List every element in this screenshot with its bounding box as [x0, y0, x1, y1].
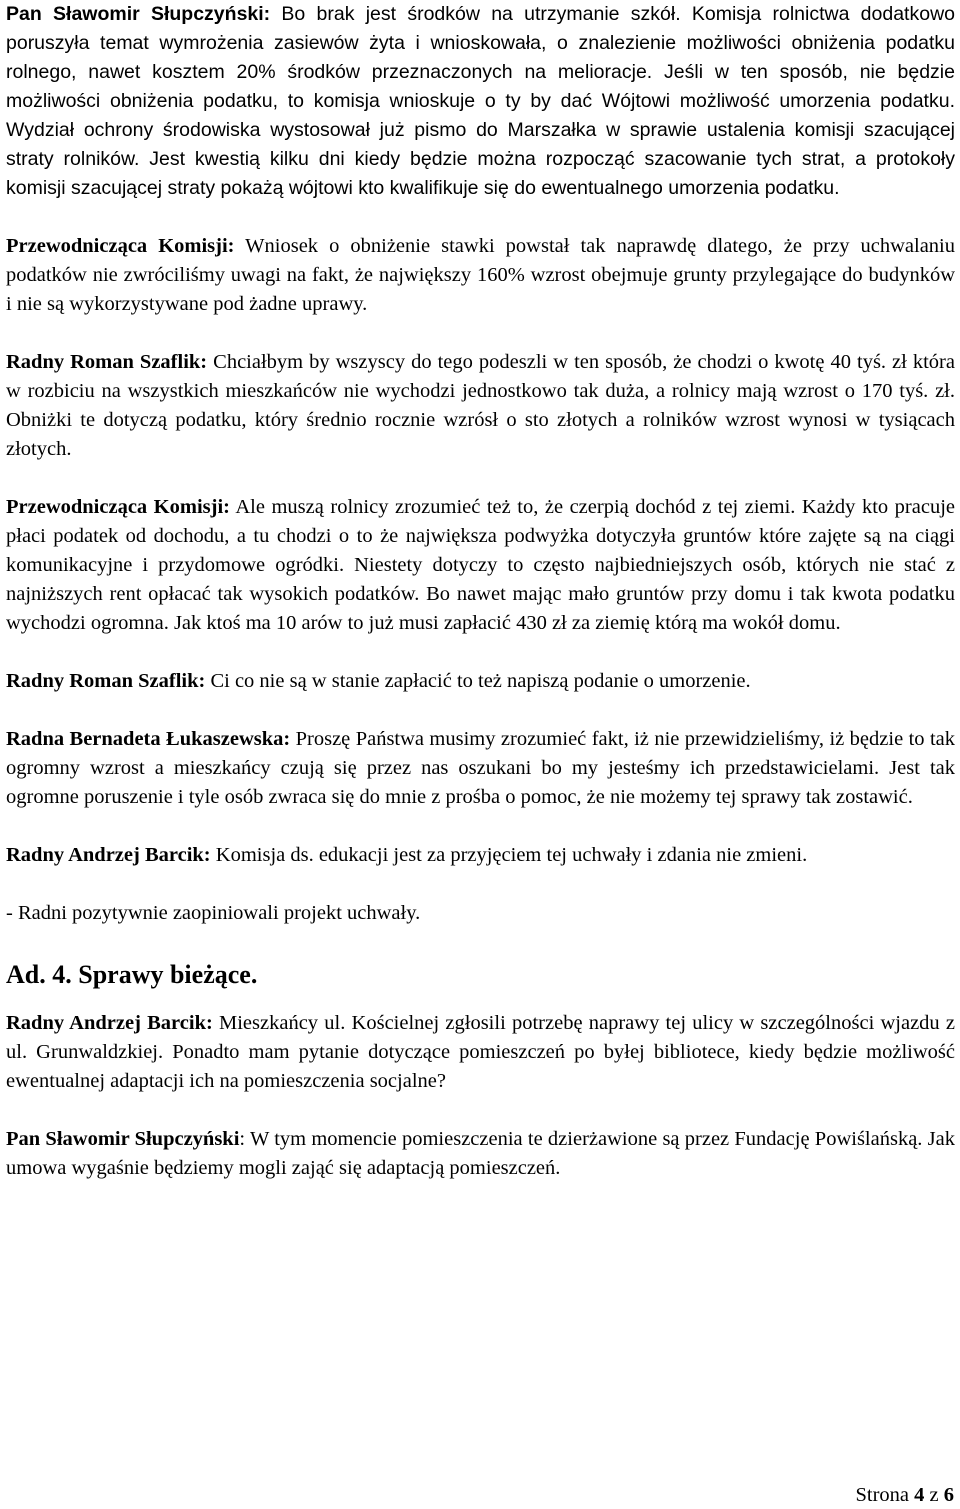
- speaker-name: Pan Sławomir Słupczyński:: [6, 3, 271, 25]
- page-separator: z: [929, 1484, 939, 1506]
- paragraph: [6, 232, 955, 319]
- paragraph: [6, 899, 955, 928]
- paragraph-text: Proszę Państwa musimy zrozumieć fakt, iż nie przewidzieliśmy, iż będzie to tak ogromny wzrost a mieszkańcy czują się przez nas oszukani bo my jesteśmy ich przedstawicielami. Jest tak ogromne poruszenie i tyle osób zwraca się do mnie z prośba o pomoc, że nie możemy tej sprawy tak zostawić.: [6, 728, 955, 808]
- page-label: Strona: [855, 1484, 910, 1506]
- paragraph: [6, 493, 955, 638]
- paragraph: [6, 725, 955, 812]
- paragraph-text: Bo brak jest środków na utrzymanie szkół. Komisja rolnictwa dodatkowo poruszyła temat wymrożenia zasiewów żyta i wnioskowała, o znalezienie możliwości obniżenia podatku rolnego, nawet kosztem 20% środków przeznaczonych na melioracje. Jeśli w ten sposób, nie będzie możliwości obniżenia podatku, to komisja wnioskuje o ty by dać Wójtowi możliwość umorzenia podatku. Wydział ochrony środowiska wystosował już pismo do Marszałka w sprawie ustalenia komisji szacującej straty rolników. Jest kwestią kilku dni kiedy będzie można rozpocząć szacowanie tych strat, a protokoły komisji szacującej straty pokażą wójtowi kto kwalifikuje się do ewentualnego umorzenia podatku.: [6, 3, 955, 199]
- page-total: 6: [943, 1484, 954, 1506]
- paragraph-text: Komisja ds. edukacji jest za przyjęciem tej uchwały i zdania nie zmieni.: [210, 844, 808, 866]
- section-heading: Ad. 4. Sprawy bieżące.: [6, 960, 258, 989]
- speaker-name: Radny Andrzej Barcik:: [6, 1012, 213, 1034]
- paragraph: [6, 1125, 955, 1183]
- speaker-name: Radny Roman Szaflik:: [6, 351, 208, 373]
- speaker-name: Radny Roman Szaflik:: [6, 670, 206, 692]
- paragraph: [6, 841, 955, 870]
- paragraph-text: Ale muszą rolnicy zrozumieć też to, że czerpią dochód z tej ziemi. Każdy kto pracuje płaci podatek od dochodu, a tu chodzi o to że największa podwyżka dotyczyła gruntów które zajęte są na ciągi komunikacyjne i przydomowe ogródki. Niestety dotyczy to często najbiedniejszych osób, których nie stać z najniższych rent opłacać tak wysokich podatków. Bo nawet mając mało gruntów przy domu i tak kwota podatku wychodzi ogromna. Jak ktoś ma 10 arów to już musi zapłacić 430 zł za ziemię którą ma wokół domu.: [6, 496, 955, 634]
- speaker-name: Przewodnicząca Komisji:: [6, 235, 235, 257]
- speaker-name: Radny Andrzej Barcik:: [6, 844, 211, 866]
- speaker-name: Radna Bernadeta Łukaszewska:: [6, 728, 291, 750]
- paragraph-text: : W tym momencie pomieszczenia te dzierżawione są przez Fundację Powiślańską. Jak umowa wygaśnie będziemy mogli zająć się adaptacją pomieszczeń.: [6, 1128, 955, 1179]
- speaker-name: Pan Sławomir Słupczyński: [6, 1128, 240, 1150]
- speaker-name: Przewodnicząca Komisji:: [6, 496, 230, 518]
- paragraph: [6, 667, 955, 696]
- document-page: [6, 0, 955, 1183]
- page-number: [855, 1483, 954, 1507]
- paragraph-text: Ci co nie są w stanie zapłacić to też napiszą podanie o umorzenie.: [205, 670, 751, 692]
- paragraph-text: Wniosek o obniżenie stawki powstał tak naprawdę dlatego, że przy uchwalaniu podatków nie zwróciliśmy uwagi na fakt, że największy 160% wzrost obejmuje grunty przylegające do budynków i nie są wykorzystywane pod żadne uprawy.: [6, 235, 955, 315]
- paragraph: [6, 348, 955, 464]
- paragraph-text: - Radni pozytywnie zaopiniowali projekt uchwały.: [6, 902, 421, 924]
- page-current: 4: [914, 1484, 925, 1506]
- paragraph: [6, 1009, 955, 1096]
- paragraph-text: Mieszkańcy ul. Kościelnej zgłosili potrzebę naprawy tej ulicy w szczególności wjazdu z ul. Grunwaldzkiej. Ponadto mam pytanie dotyczące pomieszczeń po byłej bibliotece, kiedy będzie możliwość ewentualnej adaptacji ich na pomieszczenia socjalne?: [6, 1012, 955, 1092]
- paragraph: [6, 0, 955, 203]
- paragraph-text: Chciałbym by wszyscy do tego podeszli w ten sposób, że chodzi o kwotę 40 tyś. zł która w rozbiciu na wszystkich mieszkańców nie wychodzi jednostkowo tak duża, a rolnicy mają wzrost o 170 tyś. zł. Obniżki te dotyczą podatku, który średnio rocznie wzrósł o sto złotych a rolników wzrost wynosi w tysiącach złotych.: [6, 351, 955, 460]
